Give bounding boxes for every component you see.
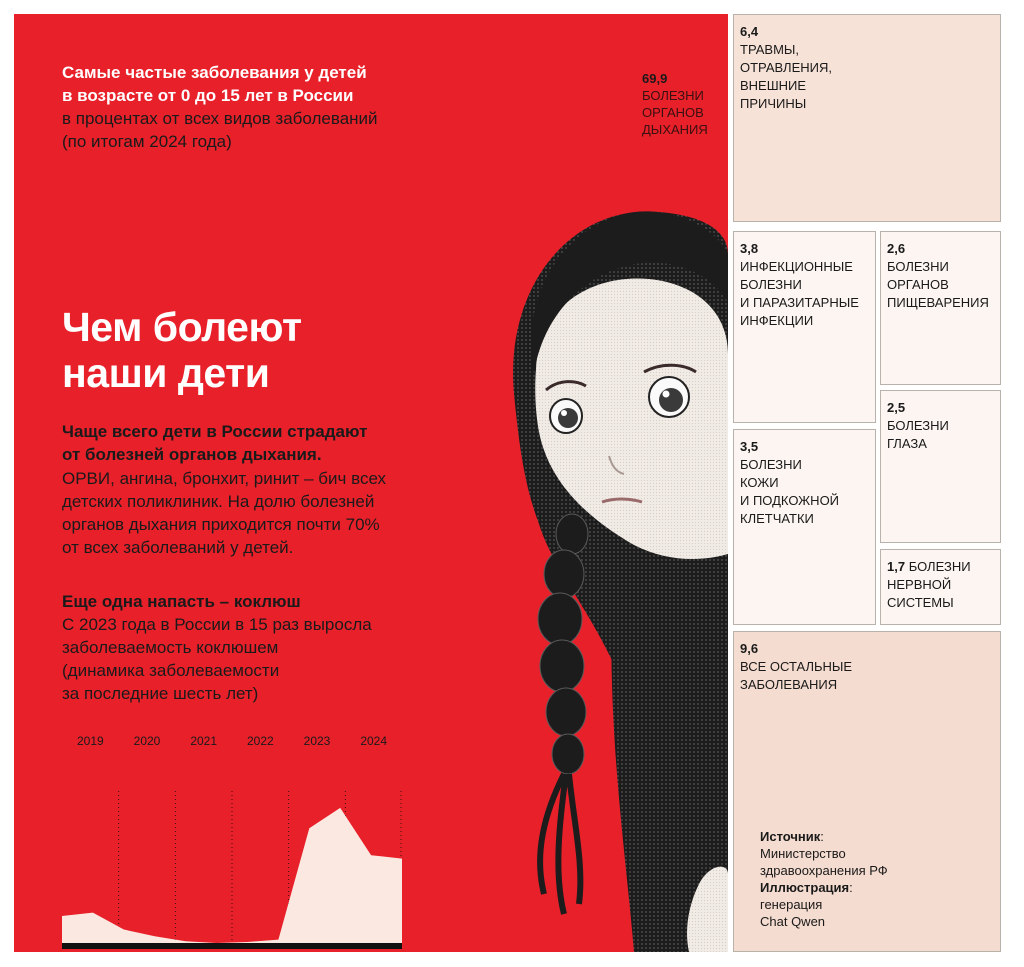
tile-skin: 3,5 БОЛЕЗНИ КОЖИ И ПОДКОЖНОЙ КЛЕТЧАТКИ [733, 429, 876, 625]
tile-infectious: 3,8 ИНФЕКЦИОННЫЕ БОЛЕЗНИ И ПАРАЗИТАРНЫЕ ИНФЕКЦИИ [733, 231, 876, 423]
page-title: Чем болеют наши дети [62, 304, 302, 396]
para2-body: С 2023 года в России в 15 раз выросла заболеваемость коклюшем (динамика заболеваемости за последние шесть лет) [62, 615, 372, 703]
red-panel [14, 14, 728, 952]
tile-other: 9,6 ВСЕ ОСТАЛЬНЫЕ ЗАБОЛЕВАНИЯ [733, 631, 1001, 952]
subtitle-bold: Самые частые заболевания у детей в возрасте от 0 до 15 лет в России [62, 63, 367, 105]
source-credits: Источник: Министерство здравоохранения РФ Иллюстрация: генерация Chat Qwen [760, 829, 888, 929]
year-label-2019: 2019 [76, 734, 104, 748]
year-label-2021: 2021 [190, 734, 218, 748]
tile-respiratory: 69,9 БОЛЕЗНИ ОРГАНОВ ДЫХАНИЯ [642, 71, 708, 137]
para2-lead: Еще одна напасть – коклюш [62, 592, 301, 611]
tile-digestive: 2,6 БОЛЕЗНИ ОРГАНОВ ПИЩЕВАРЕНИЯ [880, 231, 1001, 385]
subtitle-regular: в процентах от всех видов заболеваний (по итогам 2024 года) [62, 109, 378, 151]
year-label-2023: 2023 [303, 734, 331, 748]
tile-injuries: 6,4 ТРАВМЫ, ОТРАВЛЕНИЯ, ВНЕШНИЕ ПРИЧИНЫ [733, 14, 1001, 222]
pertussis-area-chart [62, 729, 402, 951]
tile-eye: 2,5 БОЛЕЗНИ ГЛАЗА [880, 390, 1001, 543]
para1-body: ОРВИ, ангина, бронхит, ринит – бич всех детских поликлиник. На долю болезней органов дыхания приходится почти 70% от всех заболеваний у детей. [62, 469, 387, 557]
year-label-2020: 2020 [133, 734, 161, 748]
year-label-2024: 2024 [360, 734, 388, 748]
girl-illustration [484, 194, 728, 952]
para1-lead: Чаще всего дети в России страдают от болезней органов дыхания. [62, 422, 368, 464]
tile-nervous: 1,7 БОЛЕЗНИ НЕРВНОЙ СИСТЕМЫ [880, 549, 1001, 625]
x-axis-baseline [62, 943, 402, 949]
year-label-2022: 2022 [246, 734, 274, 748]
